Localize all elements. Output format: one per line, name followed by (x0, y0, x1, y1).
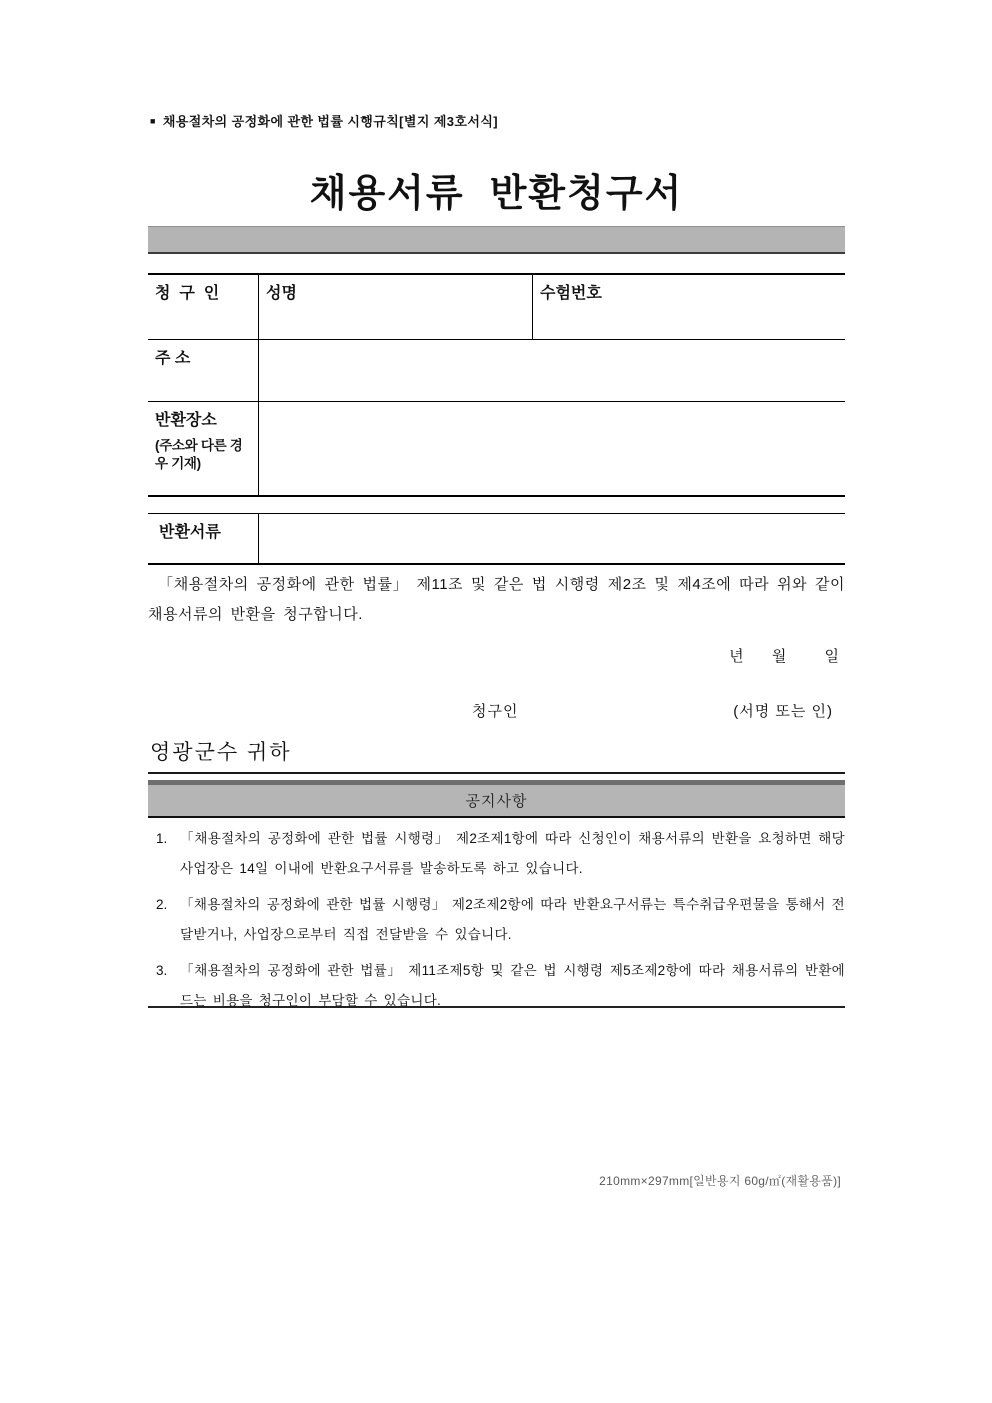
applicant-table (148, 273, 845, 497)
address-input-area[interactable] (259, 340, 845, 401)
return-place-row (148, 402, 845, 495)
return-documents-table (148, 513, 845, 565)
return-documents-label: 반환서류 (159, 524, 221, 541)
return-documents-row (148, 514, 845, 563)
address-label: 주 소 (155, 350, 191, 367)
year-label: 년 (729, 648, 744, 665)
form-title: 채용서류 반환청구서 (309, 173, 684, 215)
bottom-divider (148, 1006, 845, 1008)
document-page (148, 0, 845, 1403)
notice-list (148, 824, 845, 1022)
return-documents-label-cell (148, 514, 259, 563)
day-label: 일 (824, 648, 839, 665)
paper-spec-footer: 210mm×297mm[일반용지 60g/㎡(재활용품)] (599, 1174, 841, 1188)
return-place-label: 반환장소 (155, 412, 217, 429)
name-input-area[interactable] (259, 275, 533, 339)
return-place-note: (주소와 다른 경우 기재) (155, 438, 243, 471)
return-place-label-cell (148, 402, 259, 495)
month-label: 월 (771, 648, 787, 665)
recipient-line: 영광군수 귀하 (150, 741, 292, 764)
note-text: 「채용절차의 공정화에 관한 법률 시행령」 제2조제1항에 따라 신청인이 채용서류의 반환을 요청하면 해당 사업장은 14일 이내에 반환요구서류를 발송하도록 하고 있습니다. (180, 831, 845, 876)
rule-reference-line (150, 111, 498, 130)
notice-item (148, 890, 845, 950)
notice-bar-body (148, 785, 845, 816)
applicant-label: 청 구 인 (155, 285, 220, 302)
note-text: 「채용절차의 공정화에 관한 법률 시행령」 제2조제2항에 따라 반환요구서류는 특수취급우편물을 통해서 전달받거나, 사업장으로부터 직접 전달받을 수 있습니다. (180, 897, 845, 942)
name-label: 성명 (266, 285, 297, 302)
exam-number-label: 수험번호 (540, 285, 602, 302)
sign-or-seal-label: (서명 또는 인) (733, 703, 833, 720)
signature-line (148, 700, 845, 722)
notice-item (148, 824, 845, 884)
notice-title: 공지사항 (465, 793, 528, 810)
rule-reference-text: 채용절차의 공정화에 관한 법률 시행규칙[별지 제3호서식] (162, 114, 499, 129)
declaration-text: 「채용절차의 공정화에 관한 법률」 제11조 및 같은 법 시행령 제2조 및 제4조에 따라 위와 같이 채용서류의 반환을 청구합니다. (148, 576, 845, 623)
notice-bar (148, 780, 845, 818)
note-number: 2. (156, 897, 168, 912)
address-label-cell (148, 340, 259, 401)
note-number: 1. (156, 831, 168, 846)
applicant-label-cell (148, 275, 259, 339)
address-row (148, 340, 845, 402)
date-line (729, 645, 839, 666)
return-documents-input-area[interactable] (259, 514, 845, 563)
applicant-row (148, 275, 845, 340)
note-number: 3. (156, 963, 168, 978)
note-text: 「채용절차의 공정화에 관한 법률」 제11조제5항 및 같은 법 시행령 제5조제2항에 따라 채용서류의 반환에 드는 비용을 청구인이 부담할 수 있습니다. (180, 963, 845, 1008)
divider-line (148, 772, 845, 774)
applicant-signature-label: 청구인 (472, 703, 519, 720)
return-place-input-area[interactable] (259, 402, 845, 495)
header-gray-bar (148, 226, 845, 254)
square-bullet-icon: ■ (150, 116, 156, 126)
exam-number-input-area[interactable] (533, 275, 845, 339)
